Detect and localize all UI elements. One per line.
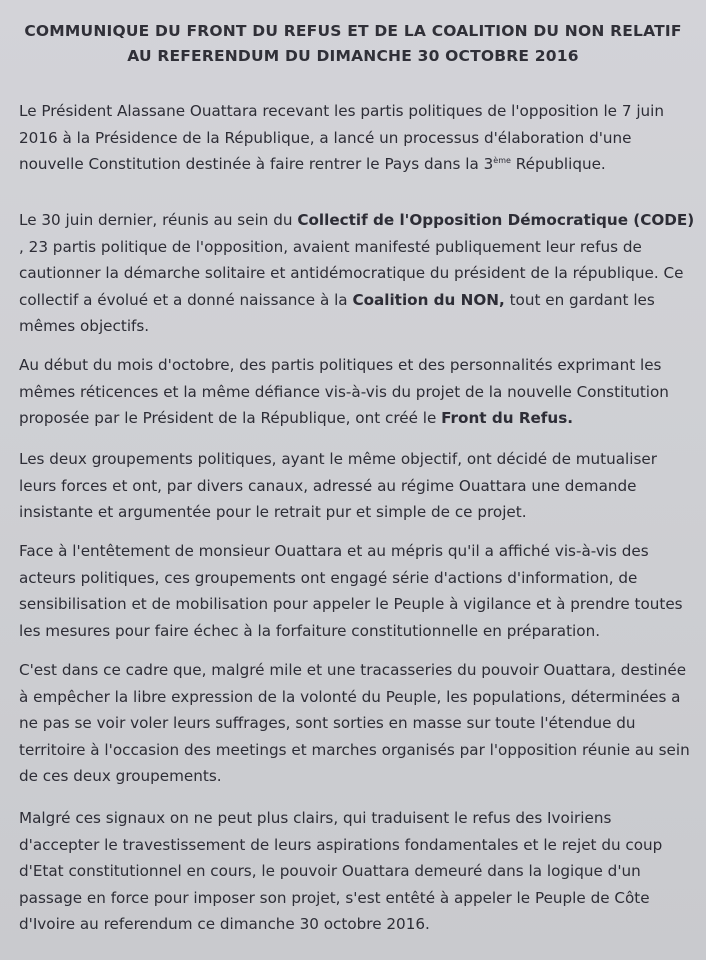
paragraph-4: Les deux groupements politiques, ayant le même objectif, ont décidé de mutualiser leurs forces et ont, par divers canaux, adressé au régime Ouattara une demande insistante et argumentée pour le retrait pur et simple de ce projet. [19, 450, 657, 521]
paragraph-7: Malgré ces signaux on ne peut plus clairs, qui traduisent le refus des Ivoiriens d'accepter le travestissement de leurs aspirations fondamentales et le rejet du coup d'Etat constitutionnel en cours, le pouvoir Ouattara demeuré dans la logique d'un passage en force pour imposer son projet, s'est entêté à appeler le Peuple de Côte d'Ivoire au referendum ce dimanche 30 octobre 2016. [19, 809, 663, 933]
paragraph-2-text-c: tout en gardant les mêmes objectifs. [19, 290, 655, 335]
document-title-line-1: COMMUNIQUE DU FRONT DU REFUS ET DE LA COALITION DU NON RELATIF [24, 22, 682, 40]
paragraph-3 [19, 352, 695, 432]
paragraph-3-text: Au début du mois d'octobre, des partis politiques et des personnalités exprimant les mêmes réticences et la même défiance vis-à-vis du projet de la nouvelle Constitution proposée par le Président de la République, ont créé le [19, 356, 669, 427]
paragraph-1 [19, 98, 695, 178]
coalition-name: Coalition du NON, [352, 290, 505, 309]
paragraph-2-text-a: Le 30 juin dernier, réunis au sein du [19, 211, 298, 229]
paragraph-2 [19, 207, 695, 340]
code-name: Collectif de l'Opposition Démocratique (CODE) [297, 211, 695, 229]
paragraph-2-text-b: , 23 partis politique de l'opposition, avaient manifesté publiquement leur refus de cautionner la démarche solitaire et antidémocratique du président de la république. Ce collectif a évolué et a donné naissance à la [19, 237, 684, 309]
document-title-line-2: AU REFERENDUM DU DIMANCHE 30 OCTOBRE 2016 [127, 47, 579, 65]
paragraph-5: Face à l'entêtement de monsieur Ouattara et au mépris qu'il a affiché vis-à-vis des acteurs politiques, ces groupements ont engagé série d'actions d'information, de sensibilisation et de mobilisation pour appeler le Peuple à vigilance et à prendre toutes les mesures pour faire échec à la forfaiture constitutionnelle en préparation. [19, 542, 683, 640]
superscript-eme: ème [493, 155, 511, 165]
paragraph-1-text: Le Président Alassane Ouattara recevant les partis politiques de l'opposition le 7 juin 2016 à la Présidence de la République, a lancé un processus d'élaboration d'une nouvelle Constitution destinée à faire rentrer le Pays dans la 3 [19, 102, 665, 173]
front-du-refus-name: Front du Refus. [441, 409, 574, 427]
paragraph-6: C'est dans ce cadre que, malgré mile et une tracasseries du pouvoir Ouattara, destinée à empêcher la libre expression de la volonté du Peuple, les populations, déterminées a ne pas se voir voler leurs suffrages, sont sorties en masse sur toute l'étendue du territoire à l'occasion des meetings et marches organisés par l'opposition réunie au sein de ces deux groupements. [19, 661, 690, 785]
paragraph-1-end: République. [510, 155, 606, 173]
